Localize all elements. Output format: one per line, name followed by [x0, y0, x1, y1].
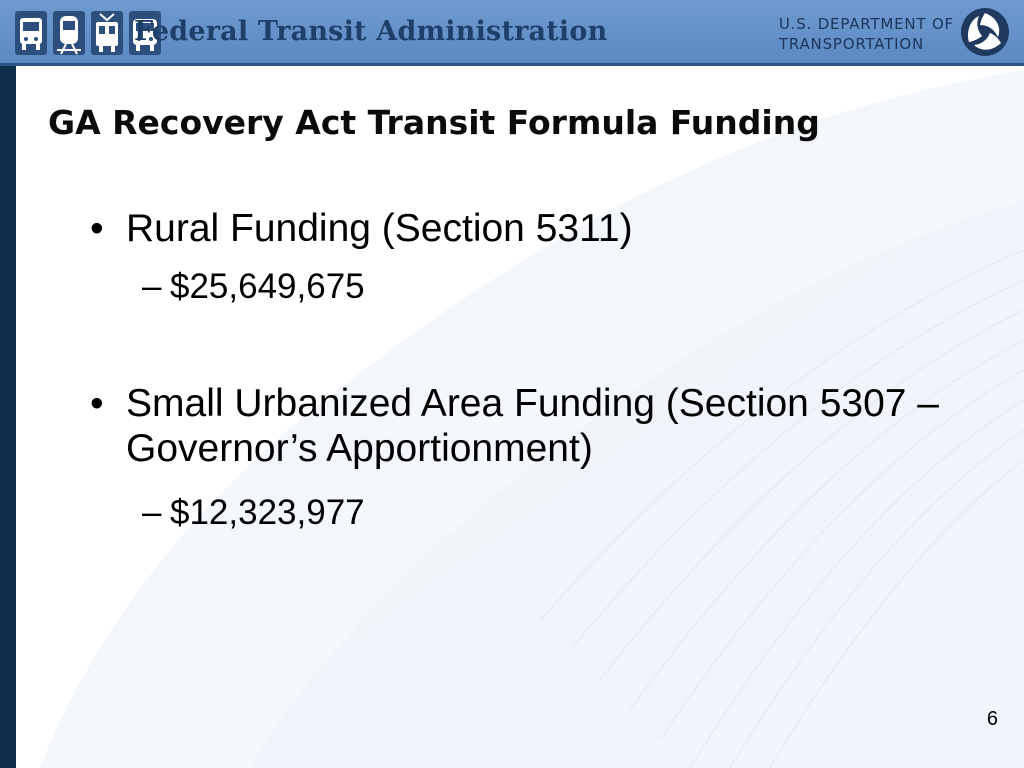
sub-bullet-text: $12,323,977 — [170, 493, 365, 532]
bullet-text: Rural Funding (Section 5311) — [126, 207, 633, 250]
dot-wordmark — [779, 14, 954, 54]
bullet-glyph: • — [90, 382, 104, 425]
bus-icon — [14, 10, 48, 56]
page-number: 6 — [986, 708, 998, 730]
bullet-item — [90, 206, 950, 251]
bullet-glyph: • — [90, 207, 104, 250]
agency-name: Federal Transit Administration — [134, 16, 608, 47]
rail-icon — [52, 10, 86, 56]
slide-title: GA Recovery Act Transit Formula Funding — [48, 103, 820, 142]
sub-bullet-item — [142, 266, 365, 308]
bullet-text: Small Urbanized Area Funding (Section 5307 – Governor’s Apportionment) — [126, 382, 939, 470]
dot-line-1: U.S. DEPARTMENT OF — [778, 15, 954, 33]
header-banner — [0, 0, 1024, 66]
bullet-item — [90, 381, 970, 471]
trolley-icon — [90, 10, 124, 56]
dot-triskelion-icon — [960, 7, 1010, 57]
sub-bullet-glyph: – — [142, 493, 162, 532]
left-accent-bar — [0, 66, 16, 768]
sub-bullet-item — [142, 492, 365, 534]
sub-bullet-text: $25,649,675 — [170, 267, 365, 306]
dot-line-2: TRANSPORTATION — [778, 35, 924, 53]
sub-bullet-glyph: – — [142, 267, 162, 306]
